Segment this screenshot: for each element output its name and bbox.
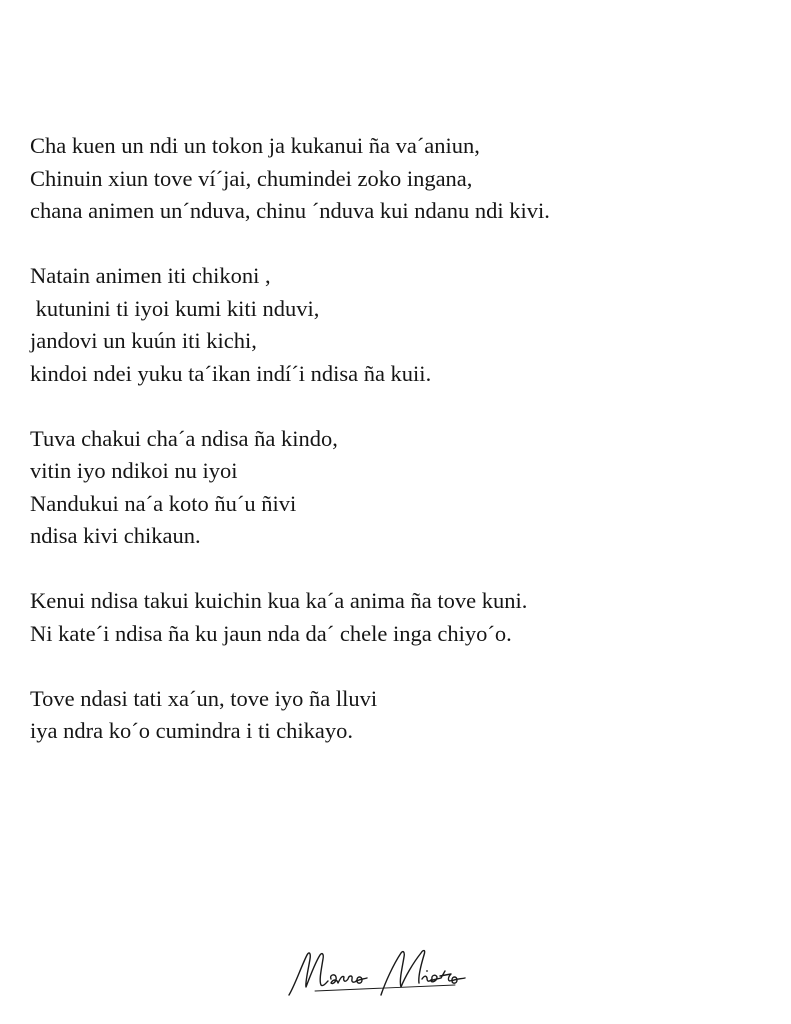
poem-line: Nandukui na´a koto ñu´u ñivi (30, 490, 297, 516)
poem-line: ndisa kivi chikaun. (30, 523, 201, 548)
poem-line: Cha kuen un ndi un tokon ja kukanui ña va´aniun, (30, 133, 480, 158)
poem-line: jandovi un kuún iti kichi, (30, 328, 257, 353)
poem-line: Ni kate´i ndisa ña ku jaun nda da´ chele inga chiyo´o. (30, 620, 512, 646)
poem-line: Tove ndasi tati xa´un, tove iyo ña lluvi (30, 685, 378, 711)
poem-line: kindoi ndei yuku ta´ikan indí´i ndisa ña kuii. (30, 360, 432, 386)
author-signature (285, 945, 505, 1000)
poem-line: Tuva chakui cha´a ndisa ña kindo, (30, 425, 338, 451)
poem-line: Kenui ndisa takui kuichin kua ka´a anima ña tove kuni. (30, 588, 528, 613)
stanza-4 (30, 585, 770, 650)
signature-drawing (285, 945, 505, 1000)
stanza-1 (30, 130, 770, 228)
poem-line: Chinuin xiun tove ví´jai, chumindei zoko ingana, (30, 165, 473, 191)
stanza-3 (30, 423, 770, 553)
poem-line: chana animen un´nduva, chinu ´nduva kui ndanu ndi kivi. (30, 198, 550, 223)
stanza-5 (30, 683, 770, 748)
poem-line: Natain animen iti chikoni , (30, 263, 271, 288)
poem-body (30, 130, 770, 748)
poem-line: vitin iyo ndikoi nu iyoi (30, 458, 238, 483)
poem-line: iya ndra ko´o cumindra i ti chikayo. (30, 718, 354, 743)
stanza-2 (30, 260, 770, 390)
poem-line: kutunini ti iyoi kumi kiti nduvi, (30, 295, 320, 321)
